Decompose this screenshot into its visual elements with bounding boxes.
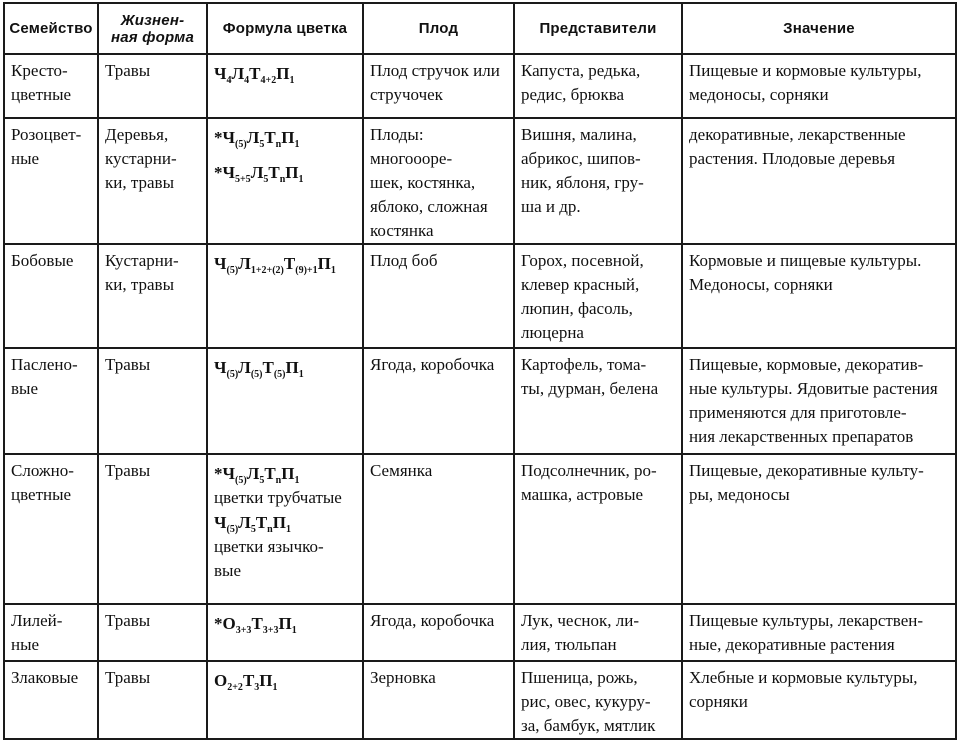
formula-subscript: 1 <box>289 75 295 86</box>
formula-symbol: Т <box>255 513 268 532</box>
formula-symbol: *Ч <box>214 128 235 147</box>
formula-subscript: (9)+1 <box>295 265 318 276</box>
formula-symbol: Т <box>268 163 280 182</box>
formula-subscript: 3+3 <box>262 625 279 636</box>
family-cell: Розоцвет- ные <box>4 118 98 244</box>
formula-note: цветки язычко- <box>214 537 324 556</box>
formula-symbol: Т <box>249 64 261 83</box>
table-row <box>4 604 956 661</box>
family-cell: Пасленo- вые <box>4 348 98 454</box>
formula-cell <box>207 118 363 244</box>
formula-note: цветки трубчатые <box>214 488 342 507</box>
formula-subscript: 5 <box>259 139 265 150</box>
formula-cell <box>207 661 363 739</box>
life-form-cell: Травы <box>98 54 207 118</box>
flower-formula <box>214 355 357 380</box>
formula-subscript: 5 <box>259 475 265 486</box>
representatives-cell: Капуста, редька, редис, брюква <box>514 54 682 118</box>
formula-subscript: n <box>275 139 282 150</box>
formula-symbol: П <box>272 513 286 532</box>
table-row <box>4 54 956 118</box>
fruit-cell: Семянка <box>363 454 514 604</box>
formula-symbol: Т <box>251 614 263 633</box>
fruit-cell: Зерновка <box>363 661 514 739</box>
significance-cell: Пищевые и кормовые культуры, медоносы, сорняки <box>682 54 956 118</box>
formula-symbol: *О <box>214 614 236 633</box>
formula-subscript: n <box>275 475 282 486</box>
table-row <box>4 454 956 604</box>
header-life-form: Жизнен- ная форма <box>98 3 207 54</box>
formula-subscript: 5 <box>250 524 256 535</box>
table-row <box>4 244 956 348</box>
formula-symbol: Ч <box>214 358 227 377</box>
life-form-cell: Травы <box>98 661 207 739</box>
formula-symbol: Ч <box>214 513 227 532</box>
formula-gap <box>214 150 357 160</box>
formula-symbol: Л <box>238 513 251 532</box>
header-significance: Значение <box>682 3 956 54</box>
formula-subscript: n <box>267 524 273 535</box>
formula-subscript: 1 <box>291 625 297 636</box>
formula-symbol: Т <box>264 464 276 483</box>
family-cell: Лилей- ные <box>4 604 98 661</box>
table-row <box>4 348 956 454</box>
formula-note: вые <box>214 561 241 580</box>
significance-cell: декоративные, лекарственные растения. Плодовые деревья <box>682 118 956 244</box>
life-form-cell: Травы <box>98 348 207 454</box>
formula-subscript: (5) <box>226 265 239 276</box>
representatives-cell: Подсолнечник, ро- машка, астровые <box>514 454 682 604</box>
formula-subscript: 1 <box>298 369 304 380</box>
representatives-cell: Картофель, тома- ты, дурман, белена <box>514 348 682 454</box>
header-fruit: Плод <box>363 3 514 54</box>
flower-formula <box>214 611 357 636</box>
formula-cell <box>207 54 363 118</box>
formula-subscript: 1 <box>294 475 300 486</box>
formula-subscript: (5) <box>250 369 263 380</box>
formula-symbol: П <box>285 358 299 377</box>
header-family: Семейство <box>4 3 98 54</box>
flower-formula <box>214 125 357 150</box>
formula-symbol: Т <box>283 254 296 273</box>
formula-subscript: 5+5 <box>234 174 251 185</box>
formula-subscript: 5 <box>263 174 269 185</box>
family-cell: Кресто- цветные <box>4 54 98 118</box>
formula-symbol: Ч <box>214 64 227 83</box>
fruit-cell: Плод стручок или стручочек <box>363 54 514 118</box>
table-body <box>4 54 956 739</box>
representatives-cell: Вишня, малина, абрикос, шипов- ник, яблоня, гру- ша и др. <box>514 118 682 244</box>
formula-subscript: 4 <box>226 75 232 86</box>
fruit-cell: Плоды: многоооре- шек, костянка, яблоко, сложная костянка <box>363 118 514 244</box>
flower-formula <box>214 461 357 486</box>
formula-subscript: (5) <box>234 475 247 486</box>
formula-subscript: (5) <box>273 369 286 380</box>
family-cell: Злаковые <box>4 661 98 739</box>
formula-symbol: П <box>259 671 273 690</box>
formula-subscript: 1 <box>298 174 304 185</box>
flower-formula <box>214 251 357 276</box>
formula-symbol: П <box>285 163 299 182</box>
family-cell: Бобовые <box>4 244 98 348</box>
plant-families-table <box>3 2 957 740</box>
formula-cell <box>207 244 363 348</box>
formula-subscript: 3 <box>254 682 260 693</box>
formula-cell <box>207 454 363 604</box>
formula-symbol: Л <box>238 358 251 377</box>
significance-cell: Хлебные и кормовые культуры, сорняки <box>682 661 956 739</box>
formula-symbol: Л <box>238 254 251 273</box>
formula-cell <box>207 348 363 454</box>
life-form-cell: Травы <box>98 454 207 604</box>
formula-subscript: 1 <box>294 139 300 150</box>
formula-symbol: Т <box>262 358 274 377</box>
fruit-cell: Ягода, коробочка <box>363 348 514 454</box>
family-cell: Сложно- цветные <box>4 454 98 604</box>
flower-formula <box>214 160 357 185</box>
formula-cell <box>207 604 363 661</box>
formula-subscript: 4+2 <box>260 75 277 86</box>
formula-symbol: *Ч <box>214 163 235 182</box>
significance-cell: Пищевые, кормовые, декоратив- ные культуры. Ядовитые растения применяются для приготовле- ния лекарственных препаратов <box>682 348 956 454</box>
formula-subscript: (5) <box>234 139 247 150</box>
formula-symbol: П <box>276 64 290 83</box>
life-form-cell: Деревья, кустарни- ки, травы <box>98 118 207 244</box>
representatives-cell: Пшеница, рожь, рис, овес, кукуру- за, бамбук, мятлик <box>514 661 682 739</box>
formula-symbol: *Ч <box>214 464 235 483</box>
flower-formula <box>214 510 357 535</box>
formula-subscript: 1 <box>330 265 336 276</box>
header-representatives: Представители <box>514 3 682 54</box>
flower-formula <box>214 668 357 693</box>
formula-symbol: Ч <box>214 254 227 273</box>
formula-symbol: П <box>317 254 331 273</box>
formula-symbol: П <box>281 128 295 147</box>
life-form-cell: Травы <box>98 604 207 661</box>
formula-subscript: 4 <box>244 75 250 86</box>
formula-symbol: П <box>281 464 295 483</box>
formula-subscript: 1+2+(2) <box>250 265 284 276</box>
formula-subscript: 1 <box>272 682 278 693</box>
significance-cell: Пищевые культуры, лекарствен- ные, декоративные растения <box>682 604 956 661</box>
header-row <box>4 3 956 54</box>
formula-symbol: Л <box>231 64 245 83</box>
formula-subscript: (5) <box>226 524 239 535</box>
fruit-cell: Ягода, коробочка <box>363 604 514 661</box>
formula-symbol: Л <box>250 163 264 182</box>
formula-subscript: 3+3 <box>235 625 252 636</box>
header-formula: Формула цветка <box>207 3 363 54</box>
formula-subscript: 1 <box>285 524 291 535</box>
representatives-cell: Горох, посевной, клевер красный, люпин, фасоль, люцерна <box>514 244 682 348</box>
formula-symbol: Л <box>246 464 260 483</box>
formula-symbol: О <box>214 671 228 690</box>
representatives-cell: Лук, чеснок, ли- лия, тюльпан <box>514 604 682 661</box>
table-row <box>4 118 956 244</box>
formula-subscript: 2+2 <box>227 682 243 693</box>
formula-symbol: Т <box>242 671 255 690</box>
significance-cell: Пищевые, декоративные культу- ры, медоносы <box>682 454 956 604</box>
formula-symbol: П <box>278 614 292 633</box>
fruit-cell: Плод боб <box>363 244 514 348</box>
table-row <box>4 661 956 739</box>
formula-subscript: n <box>279 174 286 185</box>
formula-symbol: Л <box>246 128 260 147</box>
flower-formula <box>214 61 357 86</box>
plant-families-table-page <box>3 2 955 735</box>
formula-symbol: Т <box>264 128 276 147</box>
significance-cell: Кормовые и пищевые культуры. Медоносы, сорняки <box>682 244 956 348</box>
formula-subscript: (5) <box>226 369 239 380</box>
life-form-cell: Кустарни- ки, травы <box>98 244 207 348</box>
